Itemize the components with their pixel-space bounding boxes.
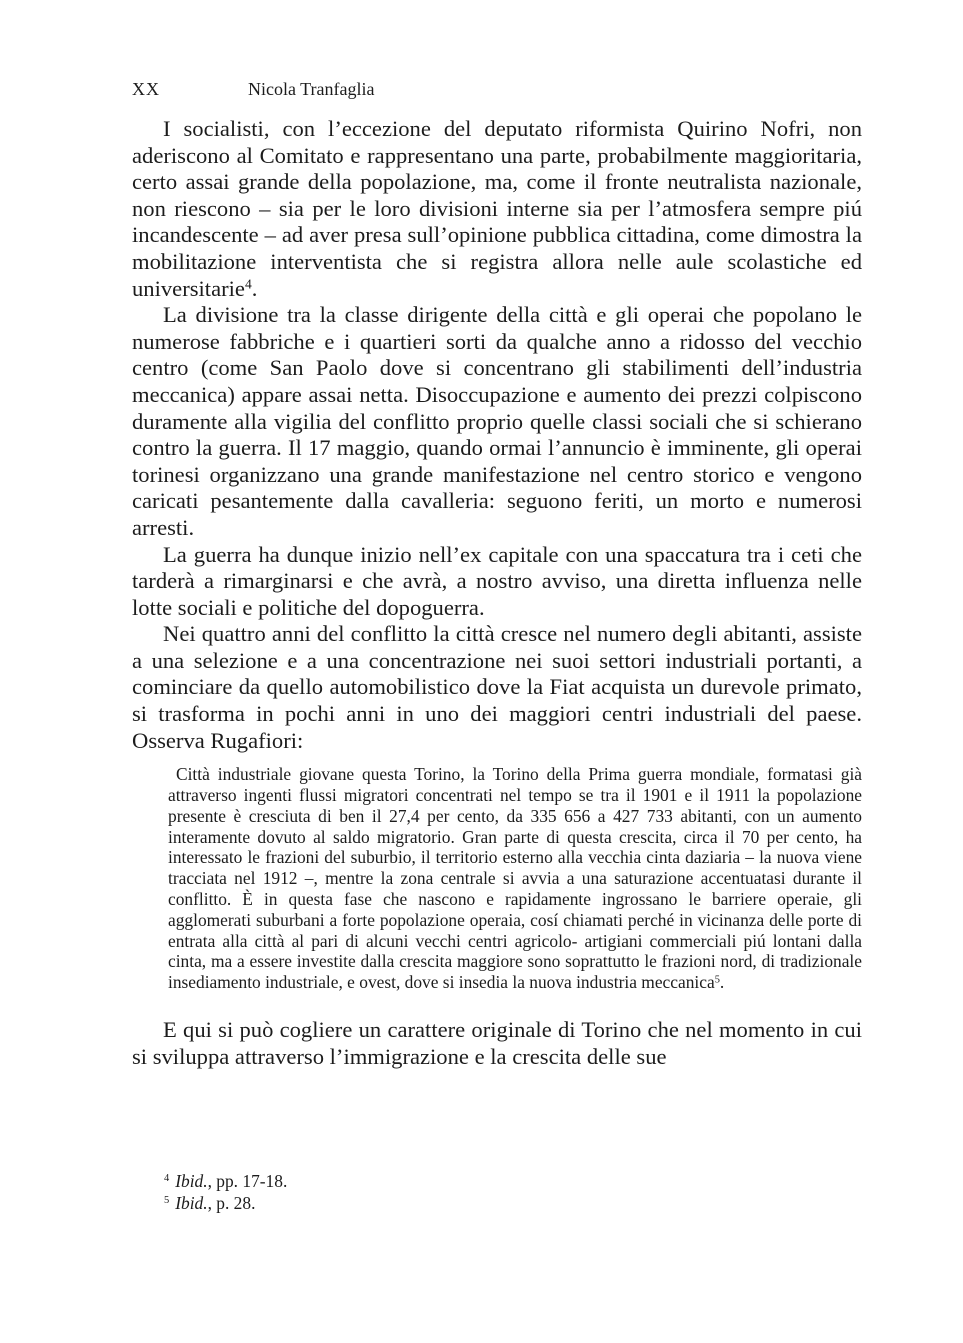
footnote — [164, 1170, 864, 1192]
footnote-pages: , p. 28. — [207, 1193, 256, 1213]
main-text — [132, 116, 862, 1070]
footnote-pages: , pp. 17-18. — [207, 1171, 288, 1191]
running-head-author: Nicola Tranfaglia — [248, 79, 375, 99]
footnote-reference: 4 — [244, 276, 252, 292]
paragraph-text: La divisione tra la classe dirigente della città e gli operai che popolano le numerose fabbriche e i quartieri sorti da qualche anno a ridosso del vecchio centro (come San Paolo dove si concentrano gli stabilimenti dell’industria meccanica) appare assai netta. Disoccupazione e aumento dei prezzi colpiscono duramente alla vigilia del conflitto proprio quelle classi sociali che si schierano contro la guerra. Il 17 maggio, quando ormai l’annuncio è imminente, gli operai torinesi organizzano una grande manifestazione nel centro storico e vengono caricati pesantemente dalla cavalleria: seguono feriti, un morto e numerosi arresti. — [132, 302, 862, 540]
paragraph — [132, 621, 862, 754]
paragraph — [132, 116, 862, 302]
footnote — [164, 1192, 864, 1214]
quote-tail: . — [719, 972, 725, 993]
footnote-number: 4 — [164, 1173, 170, 1185]
block-quote — [168, 764, 862, 993]
quote-text: Città industriale giovane questa Torino, la Torino della Prima guerra mondiale, formatasi già attraverso ingenti flussi migratori concentrati nel tempo se tra il 1901 e il 1911 la popolazione presente è cresciuta di ben il 27,4 per cento, da 335 656 a 427 733 abitanti, con un aumento interamente dovuto al saldo migratorio. Gran parte di questa crescita, circa il 70 per cento, ha interessato le frazioni del suburbio, il territorio esterno alla vecchia cinta daziaria – la nuova viene tracciata nel 1912 –, mentre la zona centrale si avvia a una saturazione accentuatasi durante il conflitto. È in questa fase che nascono e rapidamente ingrossano le barriere operaie, gli agglomerati suburbani a forte popolazione operaia, cosí chiamati perché in vicinanza delle porte di entrata alla città al pari di alcuni vecchi centri agricolo- artigiani commerciali piú lontani dalla cinta, ma a essere investite dalla crescita maggiore sono soprattutto le frazioni nord, di tradizionale insediamento industriale, e ovest, dove si insedia la nuova industria meccanica — [168, 764, 862, 993]
footnote-number: 5 — [164, 1195, 170, 1207]
paragraph-text: I socialisti, con l’eccezione del deputato riformista Quirino Nofri, non aderiscono al Comitato e rappresentano una parte, probabilmente maggioritaria, certo assai grande della popolazione, ma, come il fronte neutralista nazionale, non riescono – sia per le loro divisioni interne sia per l’atmosfera sempre piú incandescente – ad aver presa sull’opinione pubblica cittadina, come dimostra la mobilitazione interventista che si registra allora nelle aule scolastiche ed universitarie — [132, 116, 862, 301]
paragraph — [132, 302, 862, 541]
paragraph-text: Nei quattro anni del conflitto la città cresce nel numero degli abitanti, assiste a una selezione e a una concentrazione nei suoi settori industriali portanti, a cominciare da quello automobilistico dove la Fiat acquista un durevole primato, si trasforma in pochi anni in uno dei maggiori centri industriali del paese. Osserva Rugafiori: — [132, 621, 862, 753]
footnote-source: Ibid. — [175, 1171, 208, 1191]
running-header — [132, 76, 862, 102]
paragraph-tail: . — [251, 275, 258, 301]
page-number: XX — [132, 79, 160, 99]
paragraph — [132, 1017, 862, 1070]
paragraph-text: E qui si può cogliere un carattere originale di Torino che nel momento in cui si sviluppa attraverso l’immigrazione e la crescita delle sue — [132, 1017, 862, 1069]
footnote-reference: 5 — [714, 974, 720, 986]
footnotes — [164, 1170, 864, 1214]
footnote-source: Ibid. — [175, 1193, 208, 1213]
paragraph — [132, 542, 862, 622]
paragraph-text: La guerra ha dunque inizio nell’ex capitale con una spaccatura tra i ceti che tarderà a rimarginarsi e che avrà, a nostro avviso, una diretta influenza nelle lotte sociali e politiche del dopoguerra. — [132, 541, 862, 620]
